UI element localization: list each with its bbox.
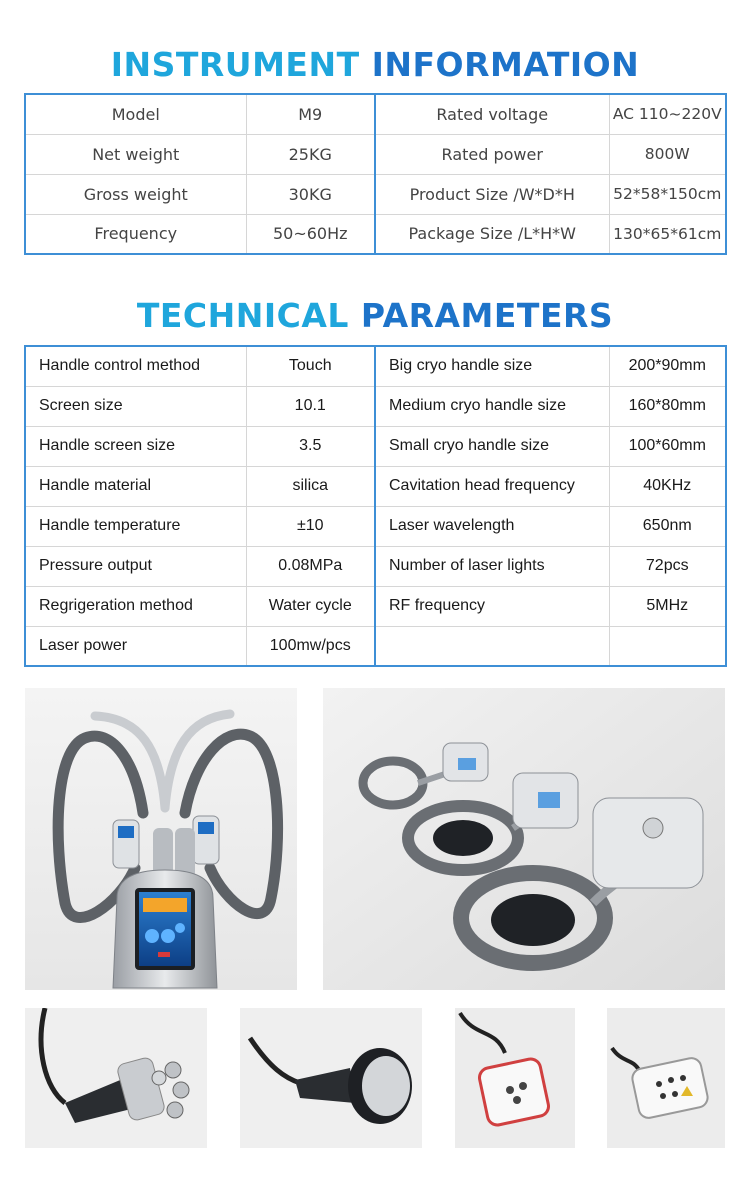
- row-value: 100mw/pcs: [246, 626, 375, 666]
- row-value: 40KHz: [609, 466, 726, 506]
- row-value: 650nm: [609, 506, 726, 546]
- instrument-information-table: [24, 93, 727, 255]
- row-value: Water cycle: [246, 586, 375, 626]
- machine-front-photo: [25, 688, 297, 990]
- technical-parameters-heading: [0, 296, 750, 335]
- heading-word-2: INFORMATION: [371, 45, 640, 84]
- row-label: [375, 626, 609, 666]
- row-value: 200*90mm: [609, 346, 726, 386]
- row-label: Number of laser lights: [375, 546, 609, 586]
- table-row: [25, 94, 726, 134]
- row-label: Handle material: [25, 466, 246, 506]
- row-value: 72pcs: [609, 546, 726, 586]
- row-label: Medium cryo handle size: [375, 386, 609, 426]
- row-label: Product Size /W*D*H: [375, 174, 609, 214]
- row-value: 30KG: [246, 174, 375, 214]
- table-row: [25, 466, 726, 506]
- remote-control-photo-2: [607, 1008, 725, 1148]
- table-row: [25, 214, 726, 254]
- heading-word-2: PARAMETERS: [360, 296, 614, 335]
- row-label: Pressure output: [25, 546, 246, 586]
- table-row: [25, 506, 726, 546]
- instrument-information-heading: [0, 45, 750, 84]
- row-value: silica: [246, 466, 375, 506]
- table-row: [25, 386, 726, 426]
- row-label: Gross weight: [25, 174, 246, 214]
- row-label: Model: [25, 94, 246, 134]
- row-label: Rated voltage: [375, 94, 609, 134]
- row-label: Regrigeration method: [25, 586, 246, 626]
- row-label: Net weight: [25, 134, 246, 174]
- row-value: 52*58*150cm: [609, 174, 726, 214]
- row-label: Cavitation head frequency: [375, 466, 609, 506]
- table-row: [25, 346, 726, 386]
- cavitation-head-photo: [25, 1008, 207, 1148]
- table-row: [25, 426, 726, 466]
- row-value: 5MHz: [609, 586, 726, 626]
- row-value: [609, 626, 726, 666]
- row-label: Handle control method: [25, 346, 246, 386]
- heading-word-1: TECHNICAL: [136, 296, 349, 335]
- row-label: Handle temperature: [25, 506, 246, 546]
- row-label: Rated power: [375, 134, 609, 174]
- row-value: AC 110~220V: [609, 94, 726, 134]
- row-value: 50~60Hz: [246, 214, 375, 254]
- row-label: Big cryo handle size: [375, 346, 609, 386]
- row-label: Frequency: [25, 214, 246, 254]
- row-value: 10.1: [246, 386, 375, 426]
- table-row: [25, 586, 726, 626]
- row-value: 800W: [609, 134, 726, 174]
- row-value: Touch: [246, 346, 375, 386]
- row-value: ±10: [246, 506, 375, 546]
- row-value: 130*65*61cm: [609, 214, 726, 254]
- table-row: [25, 626, 726, 666]
- row-label: RF frequency: [375, 586, 609, 626]
- table-row: [25, 546, 726, 586]
- heading-word-1: INSTRUMENT: [110, 45, 360, 84]
- row-value: 100*60mm: [609, 426, 726, 466]
- remote-control-photo-1: [455, 1008, 575, 1148]
- row-value: 160*80mm: [609, 386, 726, 426]
- row-label: Package Size /L*H*W: [375, 214, 609, 254]
- table-row: [25, 174, 726, 214]
- row-label: Laser wavelength: [375, 506, 609, 546]
- table-row: [25, 134, 726, 174]
- row-label: Laser power: [25, 626, 246, 666]
- row-label: Screen size: [25, 386, 246, 426]
- rf-head-photo: [240, 1008, 422, 1148]
- cryo-handles-photo: [323, 688, 725, 990]
- row-label: Handle screen size: [25, 426, 246, 466]
- row-value: 25KG: [246, 134, 375, 174]
- row-value: M9: [246, 94, 375, 134]
- row-value: 0.08MPa: [246, 546, 375, 586]
- technical-parameters-table: [24, 345, 727, 667]
- row-value: 3.5: [246, 426, 375, 466]
- row-label: Small cryo handle size: [375, 426, 609, 466]
